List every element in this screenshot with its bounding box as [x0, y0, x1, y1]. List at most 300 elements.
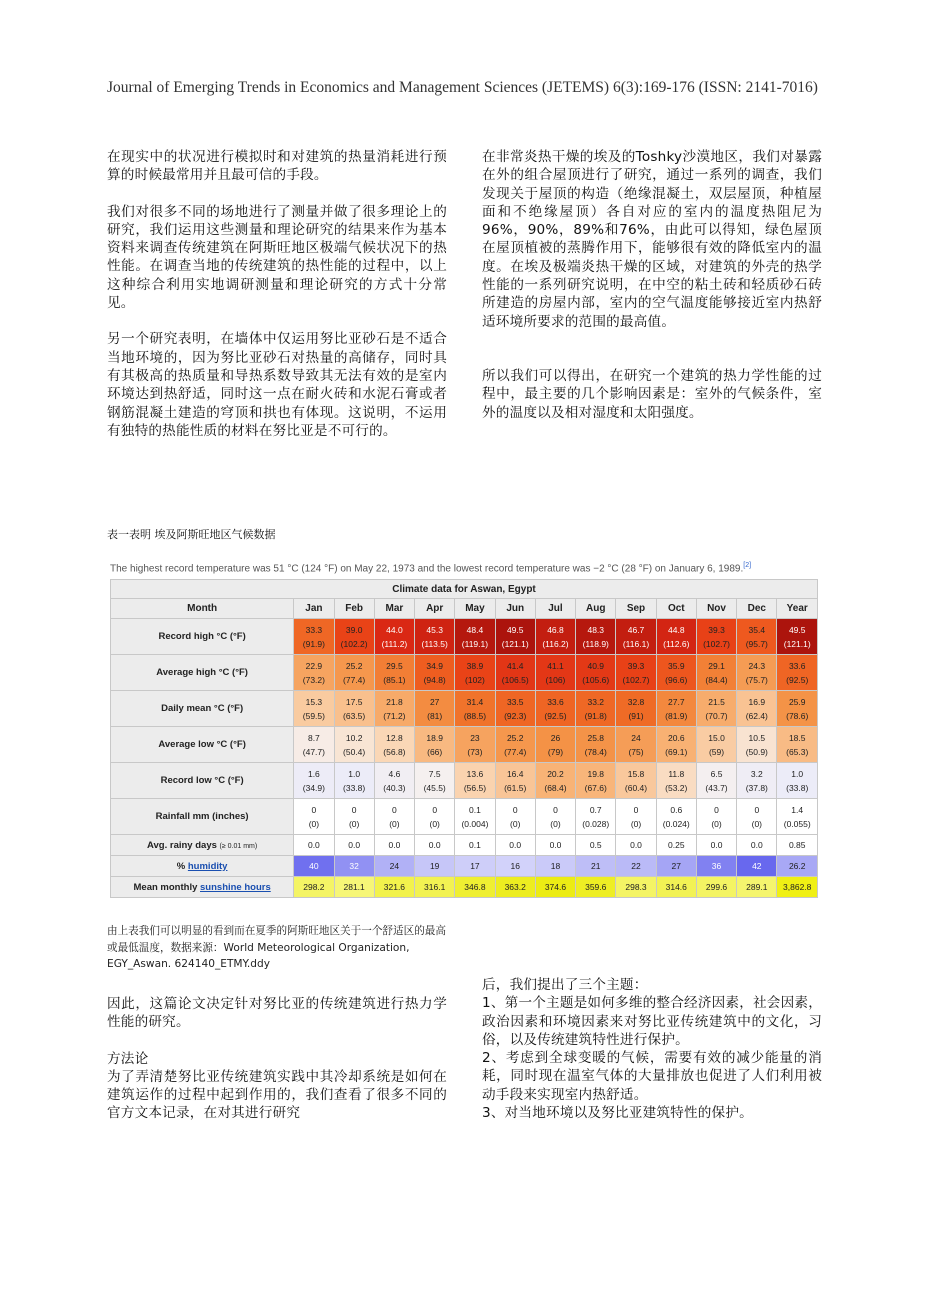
cell-value-secondary: (75.7) [745, 674, 768, 685]
cell-value-secondary: (91.8) [584, 710, 607, 721]
cell-value-secondary: (116.2) [542, 638, 569, 649]
cell-value: 0.7 [589, 804, 602, 815]
table-cell [294, 655, 334, 691]
table-cell: 21 [576, 856, 616, 877]
table-cell [415, 763, 455, 799]
table-cell [696, 619, 736, 655]
table-cell [737, 763, 777, 799]
row-header-link[interactable]: humidity [187, 860, 228, 872]
table-cell [535, 691, 575, 727]
table-cell [455, 655, 495, 691]
list-item: 3、对当地环境以及努比亚建筑特性的保护。 [482, 1105, 753, 1122]
table-cell [696, 727, 736, 763]
cell-value-secondary: (88.5) [463, 710, 487, 721]
cell-value-secondary: (59.5) [302, 710, 325, 721]
table-cell [656, 655, 696, 691]
section-heading: 方法论 [107, 1050, 149, 1067]
table-cell: 26.2 [777, 856, 818, 877]
table-cell [777, 763, 818, 799]
cell-value: 7.5 [428, 768, 441, 779]
cell-value-secondary: (73.2) [302, 674, 325, 685]
cell-value: 6.5 [710, 768, 723, 779]
table-cell [334, 655, 374, 691]
table-cell [535, 655, 575, 691]
table-cell [495, 691, 535, 727]
table-cell [737, 727, 777, 763]
table-cell [737, 691, 777, 727]
cell-value: 46.8 [547, 624, 564, 635]
cell-value-secondary: (119.1) [461, 638, 489, 649]
table-cell [455, 619, 495, 655]
row-header [111, 835, 294, 856]
climate-table-title: Climate data for Aswan, Egypt [111, 580, 818, 599]
table-cell [656, 763, 696, 799]
cell-value: 13.6 [466, 768, 484, 779]
table-cell: 0.5 [576, 835, 616, 856]
table-cell [294, 763, 334, 799]
cell-value-secondary: (0) [751, 818, 762, 829]
table-cell: 314.6 [656, 877, 696, 898]
table-row [111, 763, 818, 799]
table-cell: 363.2 [495, 877, 535, 898]
table-cell [374, 763, 414, 799]
month-col-header: Sep [616, 599, 656, 619]
cell-value-secondary: (78.4) [584, 746, 607, 757]
table-row [111, 619, 818, 655]
table-cell [415, 655, 455, 691]
cell-value: 0 [553, 804, 558, 815]
cell-value-secondary: (65.3) [786, 746, 809, 757]
cell-value-secondary: (102) [465, 674, 485, 685]
cell-value: 38.9 [466, 660, 484, 671]
cell-value: 15.3 [305, 696, 323, 707]
month-header: Month [111, 599, 294, 619]
cell-value: 41.1 [547, 660, 564, 671]
month-col-header: May [455, 599, 495, 619]
table-cell: 0.0 [374, 835, 414, 856]
table-row [111, 727, 818, 763]
cell-value-secondary: (50.9) [745, 746, 768, 757]
cell-value-secondary: (91.9) [302, 638, 325, 649]
cell-value-secondary: (77.4) [504, 746, 527, 757]
cell-value-secondary: (33.8) [786, 782, 809, 793]
table-cell [455, 799, 495, 835]
table-cell [777, 799, 818, 835]
cell-value-secondary: (45.5) [423, 782, 446, 793]
cell-value: 10.2 [345, 732, 363, 743]
cell-value-secondary: (70.7) [705, 710, 728, 721]
table-cell [576, 655, 616, 691]
month-col-header: Apr [415, 599, 455, 619]
row-header: Record low °C (°F) [111, 763, 294, 799]
table-cell [535, 763, 575, 799]
paragraph: 另一个研究表明，在墙体中仅运用努比亚砂石是不适合当地环境的，因为努比亚砂石对热量的高储存，同时具有其极高的热质量和导热系数导致其无法有效的是室内环境达到热舒适，同时这一点在耐火砖和水泥石膏或者钢筋混凝土建造的穹顶和拱也有体现。这说明，不运用有独特的热能性质的材料在努比亚是不可行的。 [107, 331, 447, 439]
cell-value: 46.7 [627, 624, 645, 635]
row-header [111, 856, 294, 877]
cell-value: 0 [714, 804, 719, 815]
table-cell: 42 [737, 856, 777, 877]
cell-value-secondary: (112.6) [663, 638, 690, 649]
cell-value-secondary: (63.5) [343, 710, 366, 721]
paragraph: 我们对很多不同的场地进行了测量并做了很多理论上的研究，我们运用这些测量和理论研究的结果来作为基本资料来调查传统建筑在阿斯旺地区极端气候状况下的热性能。在调查当地的传统建筑的热性能的过程中，以上这种综合利用实地调研测量和理论研究的方式十分常见。 [107, 203, 447, 312]
table-cell [616, 691, 656, 727]
cell-value: 49.5 [506, 624, 524, 635]
cell-value-secondary: (0) [510, 818, 521, 829]
cell-value: 12.8 [386, 732, 403, 743]
table-cell: 19 [415, 856, 455, 877]
cell-value-secondary: (102.7) [703, 638, 730, 649]
cell-value: 44.0 [386, 624, 403, 635]
table-cell: 22 [616, 856, 656, 877]
cell-value: 34.9 [426, 660, 443, 671]
table-cell: 40 [294, 856, 334, 877]
table-cell: 32 [334, 856, 374, 877]
table-cell [334, 691, 374, 727]
table-cell [374, 691, 414, 727]
cell-value-secondary: (75) [628, 746, 644, 757]
table-cell [495, 619, 535, 655]
cell-value-secondary: (68.4) [544, 782, 567, 793]
month-col-header: Feb [334, 599, 374, 619]
table-cell [374, 727, 414, 763]
cell-value: 26 [550, 732, 561, 743]
table-cell [415, 799, 455, 835]
cell-value-secondary: (81) [427, 710, 443, 721]
table-cell: 0.0 [616, 835, 656, 856]
table-cell [576, 691, 616, 727]
cell-value-secondary: (84.4) [705, 674, 728, 685]
cell-value-secondary: (116.1) [622, 638, 650, 649]
cell-value: 24 [631, 732, 641, 743]
table-cell: 289.1 [737, 877, 777, 898]
cell-value: 1.0 [791, 768, 804, 779]
table-row [111, 799, 818, 835]
table-cell: 0.0 [415, 835, 455, 856]
table-cell [656, 799, 696, 835]
cell-value-secondary: (34.9) [302, 782, 325, 793]
table-cell [374, 619, 414, 655]
month-col-header: Mar [374, 599, 414, 619]
cell-value: 1.6 [307, 768, 320, 779]
cell-value-secondary: (37.8) [745, 782, 768, 793]
table-cell: 298.3 [616, 877, 656, 898]
cell-value-secondary: (53.2) [665, 782, 688, 793]
right-column-top [482, 148, 822, 440]
paragraph: 因此，这篇论文决定针对努比亚的传统建筑进行热力学性能的研究。 [107, 996, 447, 1031]
cell-value-secondary: (118.9) [582, 638, 609, 649]
cell-value-secondary: (47.7) [302, 746, 325, 757]
cell-value: 33.6 [788, 660, 806, 671]
table-cell: 346.8 [455, 877, 495, 898]
cell-value: 33.6 [547, 696, 564, 707]
cell-value: 25.2 [345, 660, 363, 671]
cell-value-secondary: (91) [628, 710, 644, 721]
left-column-top [107, 148, 447, 458]
table-cell [495, 763, 535, 799]
row-header-label: % [176, 860, 188, 872]
cell-value-secondary: (50.4) [343, 746, 366, 757]
table-cell [656, 691, 696, 727]
cell-value: 0 [351, 804, 357, 815]
cell-value: 18.5 [788, 732, 806, 743]
paragraph: 为了弄清楚努比亚传统建筑实践中其冷却系统是如何在建筑运作的过程中起到作用的，我们查看了很多不同的官方文本记录，在对其进行研究 [107, 1068, 447, 1122]
table-cell: 0.0 [294, 835, 334, 856]
cell-value: 23 [470, 732, 480, 743]
table-cell: 0.0 [495, 835, 535, 856]
table-cell [334, 619, 374, 655]
table-cell: 316.1 [415, 877, 455, 898]
cell-value: 0 [432, 804, 438, 815]
table-cell [294, 619, 334, 655]
cell-value: 16.4 [506, 768, 524, 779]
table-cell [374, 799, 414, 835]
paragraph: 后，我们提出了三个主题： [482, 977, 648, 993]
cell-value-secondary: (61.5) [504, 782, 527, 793]
cell-value: 15.8 [627, 768, 645, 779]
row-header-label: Avg. rainy days [147, 839, 220, 851]
cell-value-secondary: (79) [547, 746, 564, 757]
table-cell [455, 691, 495, 727]
cell-value: 22.9 [305, 660, 323, 671]
cell-value: 21.8 [386, 696, 403, 707]
cell-value: 18.9 [426, 732, 443, 743]
table-cell [535, 799, 575, 835]
cell-value: 21.5 [708, 696, 725, 707]
table-cell: 0.1 [455, 835, 495, 856]
cell-value: 11.8 [668, 768, 685, 779]
table-cell [535, 619, 575, 655]
table-cell: 17 [455, 856, 495, 877]
cell-value: 25.8 [587, 732, 605, 743]
cell-value: 35.9 [668, 660, 685, 671]
cell-value: 41.4 [506, 660, 524, 671]
list-item: 2、考虑到全球变暖的气候，需要有效的减少能量的消耗，同时现在温室气体的大量排放也促进了人们利用被动手段来实现室内热舒适。 [482, 1050, 822, 1103]
cell-value-secondary: (0) [389, 818, 400, 829]
table-cell [777, 727, 818, 763]
month-col-header: Year [777, 599, 818, 619]
cell-value: 20.2 [547, 768, 564, 779]
table-cell [576, 799, 616, 835]
month-col-header: Jan [294, 599, 334, 619]
cell-value: 33.5 [506, 696, 524, 707]
cell-value-secondary: (102.7) [622, 674, 650, 685]
cell-value-secondary: (95.7) [745, 638, 768, 649]
table-row [111, 835, 818, 856]
table-cell [656, 619, 696, 655]
row-header: Daily mean °C (°F) [111, 691, 294, 727]
journal-header: Journal of Emerging Trends in Economics and Management Sciences (JETEMS) 6(3):169-176 (ISSN: 2141-7016) [107, 79, 818, 96]
cell-value: 0.1 [469, 804, 481, 815]
cell-value-secondary: (106.5) [501, 674, 529, 685]
cell-value: 4.6 [388, 768, 401, 779]
reference-link[interactable]: [2] [743, 562, 752, 569]
cell-value-secondary: (40.3) [383, 782, 406, 793]
table-cell [334, 799, 374, 835]
table-cell: 359.6 [576, 877, 616, 898]
cell-value: 49.5 [788, 624, 806, 635]
table-row [111, 691, 818, 727]
cell-value: 0 [754, 804, 760, 815]
cell-value-secondary: (0.055) [783, 818, 811, 829]
cell-value-secondary: (85.1) [383, 674, 406, 685]
table-source-note: 由上表我们可以明显的看到而在夏季的阿斯旺地区关于一个舒适区的最高或最低温度，数据来源：World Meteorological Organization, EGY_Aswan. 624140_ETMY.ddy [107, 925, 446, 970]
cell-value-secondary: (56.5) [463, 782, 487, 793]
cell-value-secondary: (0) [630, 818, 642, 829]
table-cell [616, 727, 656, 763]
table-caption: 表一表明 埃及阿斯旺地区气候数据 [107, 528, 276, 541]
cell-value: 3.2 [750, 768, 763, 779]
cell-value-secondary: (77.4) [343, 674, 366, 685]
table-cell [696, 763, 736, 799]
table-row [111, 856, 818, 877]
cell-value: 1.0 [348, 768, 361, 779]
table-row [111, 655, 818, 691]
table-cell: 0.25 [656, 835, 696, 856]
row-header: Record high °C (°F) [111, 619, 294, 655]
table-cell [656, 727, 696, 763]
climate-table [110, 579, 818, 898]
list-item: 1、第一个主题是如何多维的整合经济因素，社会因素，政治因素和环境因素来对努比亚传统建筑中的文化，习俗，以及传统建筑特性进行保护。 [482, 995, 822, 1048]
month-col-header: Aug [576, 599, 616, 619]
cell-value-secondary: (0.028) [582, 818, 610, 829]
cell-value-secondary: (0) [711, 818, 722, 829]
cell-value: 1.4 [791, 804, 804, 815]
table-cell: 27 [656, 856, 696, 877]
cell-value: 33.3 [305, 624, 323, 635]
cell-value: 27.7 [668, 696, 685, 707]
table-cell [495, 799, 535, 835]
cell-value-secondary: (0.024) [662, 818, 690, 829]
cell-value: 16.9 [748, 696, 766, 707]
table-cell [696, 655, 736, 691]
table-cell: 299.6 [696, 877, 736, 898]
month-col-header: Nov [696, 599, 736, 619]
table-cell [576, 763, 616, 799]
paragraph: 所以我们可以得出，在研究一个建筑的热力学性能的过程中，最主要的几个影响因素是：室外的气候条件，室外的温度以及相对湿度和太阳强度。 [482, 367, 822, 421]
cell-value-secondary: (106) [545, 674, 566, 685]
month-col-header: Jun [495, 599, 535, 619]
cell-value: 29.5 [386, 660, 403, 671]
table-cell [415, 619, 455, 655]
cell-value-secondary: (73) [467, 746, 483, 757]
table-cell: 298.2 [294, 877, 334, 898]
table-cell [616, 799, 656, 835]
table-cell [777, 691, 818, 727]
table-cell [334, 763, 374, 799]
table-cell [777, 655, 818, 691]
cell-value: 39.3 [627, 660, 645, 671]
cell-value-secondary: (81.9) [665, 710, 688, 721]
table-cell: 36 [696, 856, 736, 877]
cell-value: 32.8 [627, 696, 645, 707]
cell-value: 25.9 [788, 696, 806, 707]
table-cell [415, 691, 455, 727]
cell-value: 45.3 [426, 624, 443, 635]
table-cell [334, 727, 374, 763]
cell-value: 39.3 [708, 624, 725, 635]
cell-value-secondary: (78.6) [786, 710, 809, 721]
table-cell: 281.1 [334, 877, 374, 898]
cell-value: 15.0 [708, 732, 725, 743]
row-header: Rainfall mm (inches) [111, 799, 294, 835]
cell-value-secondary: (60.4) [624, 782, 648, 793]
month-col-header: Oct [656, 599, 696, 619]
table-cell: 0.0 [334, 835, 374, 856]
table-cell: 0.0 [535, 835, 575, 856]
table-cell: 0.85 [777, 835, 818, 856]
cell-value-secondary: (92.5) [786, 674, 809, 685]
cell-value: 10.5 [748, 732, 766, 743]
cell-value: 27 [429, 696, 440, 707]
table-cell [696, 691, 736, 727]
left-column-bottom [107, 995, 447, 1123]
cell-value: 33.2 [587, 696, 605, 707]
cell-value: 31.4 [466, 696, 484, 707]
cell-value: 0.6 [670, 804, 683, 815]
row-header [111, 877, 294, 898]
cell-value-secondary: (66) [427, 746, 443, 757]
cell-value: 0 [311, 804, 317, 815]
table-cell [737, 655, 777, 691]
cell-value-secondary: (62.4) [745, 710, 768, 721]
table-cell: 3,862.8 [777, 877, 818, 898]
cell-value: 24.3 [748, 660, 766, 671]
table-cell [294, 691, 334, 727]
cell-value-secondary: (0.004) [461, 818, 489, 829]
cell-value: 19.8 [587, 768, 605, 779]
cell-value-secondary: (121.1) [501, 638, 529, 649]
cell-value-secondary: (0) [429, 818, 440, 829]
table-cell [415, 727, 455, 763]
table-cell: 0.0 [696, 835, 736, 856]
table-cell [616, 655, 656, 691]
table-cell [455, 727, 495, 763]
cell-value-secondary: (92.5) [544, 710, 567, 721]
cell-value-secondary: (71.2) [383, 710, 406, 721]
table-cell [616, 619, 656, 655]
cell-value-secondary: (0) [348, 818, 360, 829]
cell-value: 29.1 [708, 660, 725, 671]
cell-value: 0 [392, 804, 397, 815]
table-cell: 16 [495, 856, 535, 877]
table-cell [294, 727, 334, 763]
cell-value-secondary: (102.2) [340, 638, 368, 649]
table-cell [576, 619, 616, 655]
row-header-link[interactable]: sunshine hours [200, 881, 271, 893]
cell-value: 48.3 [587, 624, 605, 635]
cell-value: 40.9 [587, 660, 605, 671]
cell-value: 48.4 [466, 624, 484, 635]
table-cell [535, 727, 575, 763]
cell-value: 8.7 [307, 732, 320, 743]
cell-value-secondary: (121.1) [783, 638, 811, 649]
paragraph: 在非常炎热干燥的埃及的Toshky沙漠地区，我们对暴露在外的组合屋顶进行了研究，通过一系列的调查，我们发现关于屋顶的构造（绝缘混凝土，双层屋顶，种植屋面和不绝缘屋顶）各自对应的室内的温度热阻尼为96%，90%，89%和76%，由此可以得知，绿色屋顶在屋顶植被的蒸腾作用下，能够很有效的降低室内的温度。在埃及极端炎热干燥的区域，对建筑的外壳的热学性能的一系列研究说明，在中空的粘土砖和轻质砂石砖所建造的房屋内部，室内的空气温度能够接近室内热舒适环境所要求的范围的最高值。 [482, 149, 822, 330]
table-cell: 24 [374, 856, 414, 877]
cell-value-secondary: (92.3) [504, 710, 527, 721]
cell-value-secondary: (43.7) [705, 782, 728, 793]
paragraph: 在现实中的状况进行模拟时和对建筑的热量消耗进行预算的时候最常用并且最可信的手段。 [107, 149, 447, 184]
table-cell [737, 799, 777, 835]
row-header-label: Mean monthly [133, 881, 201, 893]
cell-value: 20.6 [668, 732, 685, 743]
month-col-header: Jul [535, 599, 575, 619]
cell-value-secondary: (67.6) [584, 782, 607, 793]
cell-value: 44.8 [668, 624, 685, 635]
cell-value-secondary: (59) [708, 746, 725, 757]
table-cell: 321.6 [374, 877, 414, 898]
cell-value-secondary: (0) [308, 818, 320, 829]
table-cell [616, 763, 656, 799]
